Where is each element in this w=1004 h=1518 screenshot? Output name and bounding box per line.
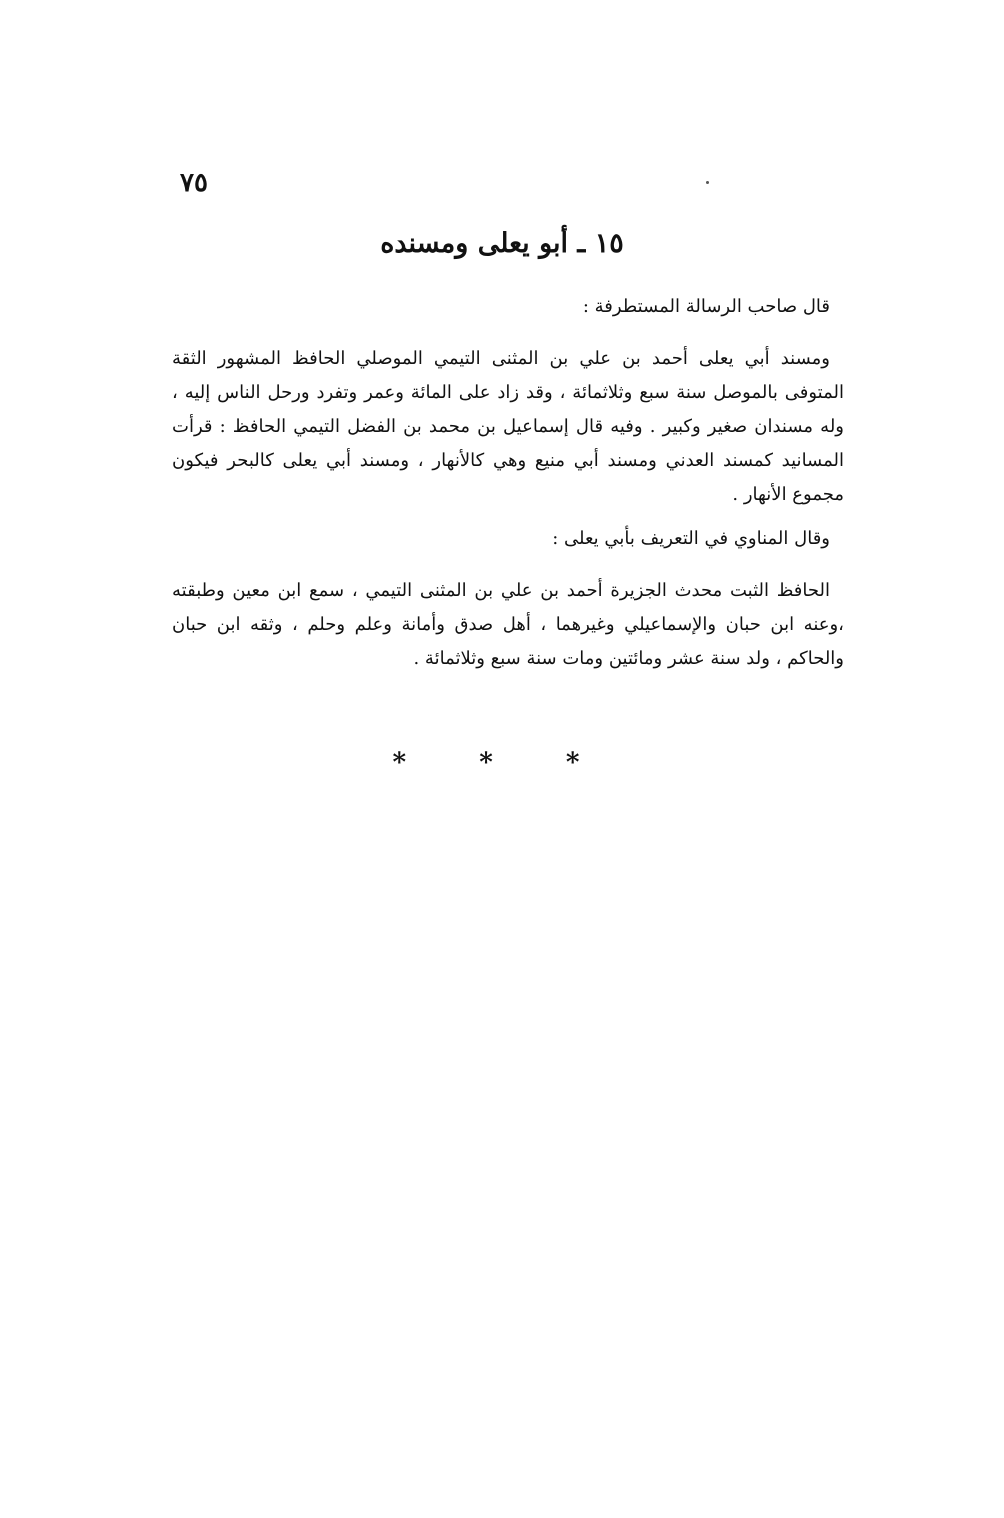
body-text [172,290,844,676]
page-number: ٧٥ [180,168,208,198]
intro-line-1: قال صاحب الرسالة المستطرفة : [582,296,830,317]
spacer [172,324,844,342]
chapter-title: ١٥ ـ أبو يعلى ومسنده [380,228,624,259]
spacer [172,556,844,574]
print-speck [706,181,709,184]
spacer [172,512,844,522]
intro-line-2: وقال المناوي في التعريف بأبي يعلى : [552,528,830,549]
paragraph-2: الحافظ الثبت محدث الجزيرة أحمد بن علي بن المثنى التيمي ، سمع ابن معين وطبقته ،وعنه ابن حبان والإسماعيلي وغيرهما ، أهل صدق وأمانة وعلم وحلم ، وثقه ابن حبان والحاكم ، ولد سنة عشر ومائتين ومات سنة سبع وثلاثمائة . [172,580,844,669]
section-divider-asterisks: * * * [392,748,612,778]
paragraph-1: ومسند أبي يعلى أحمد بن علي بن المثنى التيمي الموصلي الحافظ المشهور الثقة المتوفى بالموصل سنة سبع وثلاثمائة ، وقد زاد على المائة وعمر وتفرد ورحل الناس إليه ، وله مسندان صغير وكبير . وفيه قال إسماعيل بن محمد بن الفضل التيمي الحافظ : قرأت المسانيد كمسند العدني ومسند أبي منيع وهي كالأنهار ، ومسند أبي يعلى كالبحر فيكون مجموع الأنهار . [172,348,844,505]
